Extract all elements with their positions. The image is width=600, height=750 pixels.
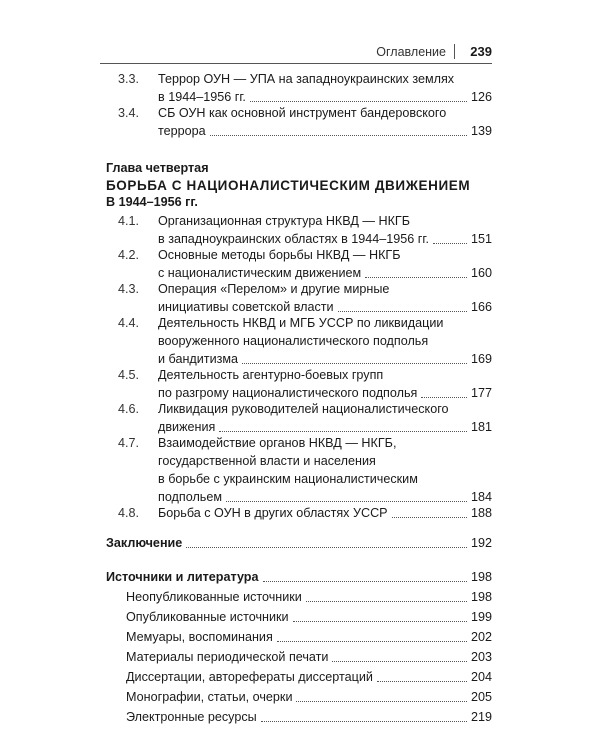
toc-entry[interactable] (118, 314, 492, 368)
toc-entry[interactable] (118, 246, 492, 282)
dot-leader (293, 621, 467, 622)
toc-entry-number: 4.7. (118, 436, 140, 450)
toc-entry-title: Заключение (106, 536, 183, 550)
toc-subentry[interactable] (126, 648, 492, 666)
toc-entry-number: 4.1. (118, 214, 140, 228)
toc-entry-line: Деятельность НКВД и МГБ УССР по ликвидации (158, 316, 444, 330)
toc-entry-title: Монографии, статьи, очерки (126, 690, 293, 704)
toc-entry-line: Организационная структура НКВД — НКГБ (158, 214, 411, 228)
toc-entry-title: с националистическим движением (158, 266, 362, 280)
toc-entry-page: 203 (470, 650, 492, 664)
toc-entry-title: Мемуары, воспоминания (126, 630, 273, 644)
dot-leader (186, 547, 467, 548)
dot-leader (338, 311, 467, 312)
header-section-title: Оглавление (376, 45, 446, 59)
dot-leader (210, 135, 467, 136)
toc-subentry[interactable] (126, 588, 492, 606)
toc-entry-title: террора (158, 124, 206, 138)
toc-entry-page: 202 (470, 630, 492, 644)
toc-subentry[interactable] (126, 628, 492, 646)
toc-entry-number: 4.5. (118, 368, 140, 382)
toc-entry-title: Источники и литература (106, 570, 259, 584)
toc-entry[interactable] (118, 504, 492, 522)
toc-entry-title: в 1944–1956 гг. (158, 90, 246, 104)
toc-entry-number: 4.4. (118, 316, 140, 330)
dot-leader (261, 721, 467, 722)
toc-sources[interactable] (106, 568, 492, 586)
toc-entry-line: Ликвидация руководителей националистического (158, 402, 449, 416)
toc-entry-title: движения (158, 420, 216, 434)
toc-entry-line: СБ ОУН как основной инструмент бандеровского (158, 106, 447, 120)
dot-leader (296, 701, 467, 702)
dot-leader (332, 661, 467, 662)
toc-entry-line: Взаимодействие органов НКВД — НКГБ, (158, 436, 397, 450)
toc-entry[interactable] (118, 366, 492, 402)
toc-entry-page: 177 (470, 386, 492, 400)
dot-leader (365, 277, 467, 278)
toc-entry-number: 4.2. (118, 248, 140, 262)
running-header (100, 42, 492, 64)
chapter-title: БОРЬБА С НАЦИОНАЛИСТИЧЕСКИМ ДВИЖЕНИЕМ (106, 178, 471, 193)
dot-leader (250, 101, 467, 102)
toc-entry-line: Террор ОУН — УПА на западноукраинских землях (158, 72, 455, 86)
toc-entry-title: и бандитизма (158, 352, 239, 366)
dot-leader (392, 517, 467, 518)
toc-entry-page: 198 (470, 590, 492, 604)
toc-conclusion[interactable] (106, 534, 492, 552)
toc-entry-page: 181 (470, 420, 492, 434)
toc-entry-number: 3.3. (118, 72, 140, 86)
toc-entry-title: Диссертации, авторефераты диссертаций (126, 670, 373, 684)
toc-entry-page: 199 (470, 610, 492, 624)
dot-leader (277, 641, 467, 642)
header-rule (100, 63, 492, 64)
toc-entry-page: 204 (470, 670, 492, 684)
toc-entry-title: Неопубликованные источники (126, 590, 302, 604)
toc-entry[interactable] (118, 280, 492, 316)
toc-subentry[interactable] (126, 688, 492, 706)
toc-entry-title: инициативы советской власти (158, 300, 334, 314)
toc-entry-line: вооруженного националистического подполья (158, 334, 429, 348)
toc-entry-page: 188 (470, 506, 492, 520)
toc-entry-title: Материалы периодической печати (126, 650, 329, 664)
toc-subentry[interactable] (126, 668, 492, 686)
toc-entry-page: 126 (470, 90, 492, 104)
toc-entry-number: 3.4. (118, 106, 140, 120)
toc-entry-line: Операция «Перелом» и другие мирные (158, 282, 390, 296)
toc-entry-number: 4.8. (118, 506, 140, 520)
toc-entry-page: 219 (470, 710, 492, 724)
toc-entry-number: 4.6. (118, 402, 140, 416)
dot-leader (219, 431, 467, 432)
toc-entry-page: 205 (470, 690, 492, 704)
toc-entry-page: 184 (470, 490, 492, 504)
chapter-title-continuation: В 1944–1956 гг. (106, 195, 198, 209)
dot-leader (421, 397, 467, 398)
toc-entry-page: 160 (470, 266, 492, 280)
chapter-heading (106, 160, 486, 211)
toc-entry-page: 166 (470, 300, 492, 314)
dot-leader (242, 363, 467, 364)
toc-entry-line: Деятельность агентурно-боевых групп (158, 368, 384, 382)
dot-leader (306, 601, 467, 602)
toc-entry-page: 192 (470, 536, 492, 550)
toc-subentry[interactable] (126, 708, 492, 726)
dot-leader (263, 581, 467, 582)
header-page-number: 239 (470, 44, 492, 59)
toc-entry[interactable] (118, 212, 492, 248)
toc-entry-page: 198 (470, 570, 492, 584)
toc-entry[interactable] (118, 104, 492, 140)
toc-entry[interactable] (118, 434, 492, 506)
toc-entry-title: Борьба с ОУН в других областях УССР (158, 506, 388, 520)
toc-entry-title: Электронные ресурсы (126, 710, 257, 724)
toc-entry-page: 151 (470, 232, 492, 246)
toc-entry-page: 169 (470, 352, 492, 366)
dot-leader (377, 681, 467, 682)
toc-entry-page: 139 (470, 124, 492, 138)
chapter-label: Глава четвертая (106, 161, 209, 175)
dot-leader (226, 501, 467, 502)
toc-entry-number: 4.3. (118, 282, 140, 296)
toc-entry-title: подпольем (158, 490, 223, 504)
toc-entry-line: государственной власти и населения (158, 454, 376, 468)
toc-entry-line: Основные методы борьбы НКВД — НКГБ (158, 248, 401, 262)
toc-entry-title: в западноукраинских областях в 1944–1956 гг. (158, 232, 429, 246)
toc-entry-title: по разгрому националистического подполья (158, 386, 418, 400)
toc-entry[interactable] (118, 400, 492, 436)
toc-subentry[interactable] (126, 608, 492, 626)
toc-entry-line: в борьбе с украинским националистическим (158, 472, 418, 486)
toc-entry[interactable] (118, 70, 492, 106)
toc-entry-title: Опубликованные источники (126, 610, 289, 624)
dot-leader (433, 243, 467, 244)
header-separator (454, 44, 455, 59)
